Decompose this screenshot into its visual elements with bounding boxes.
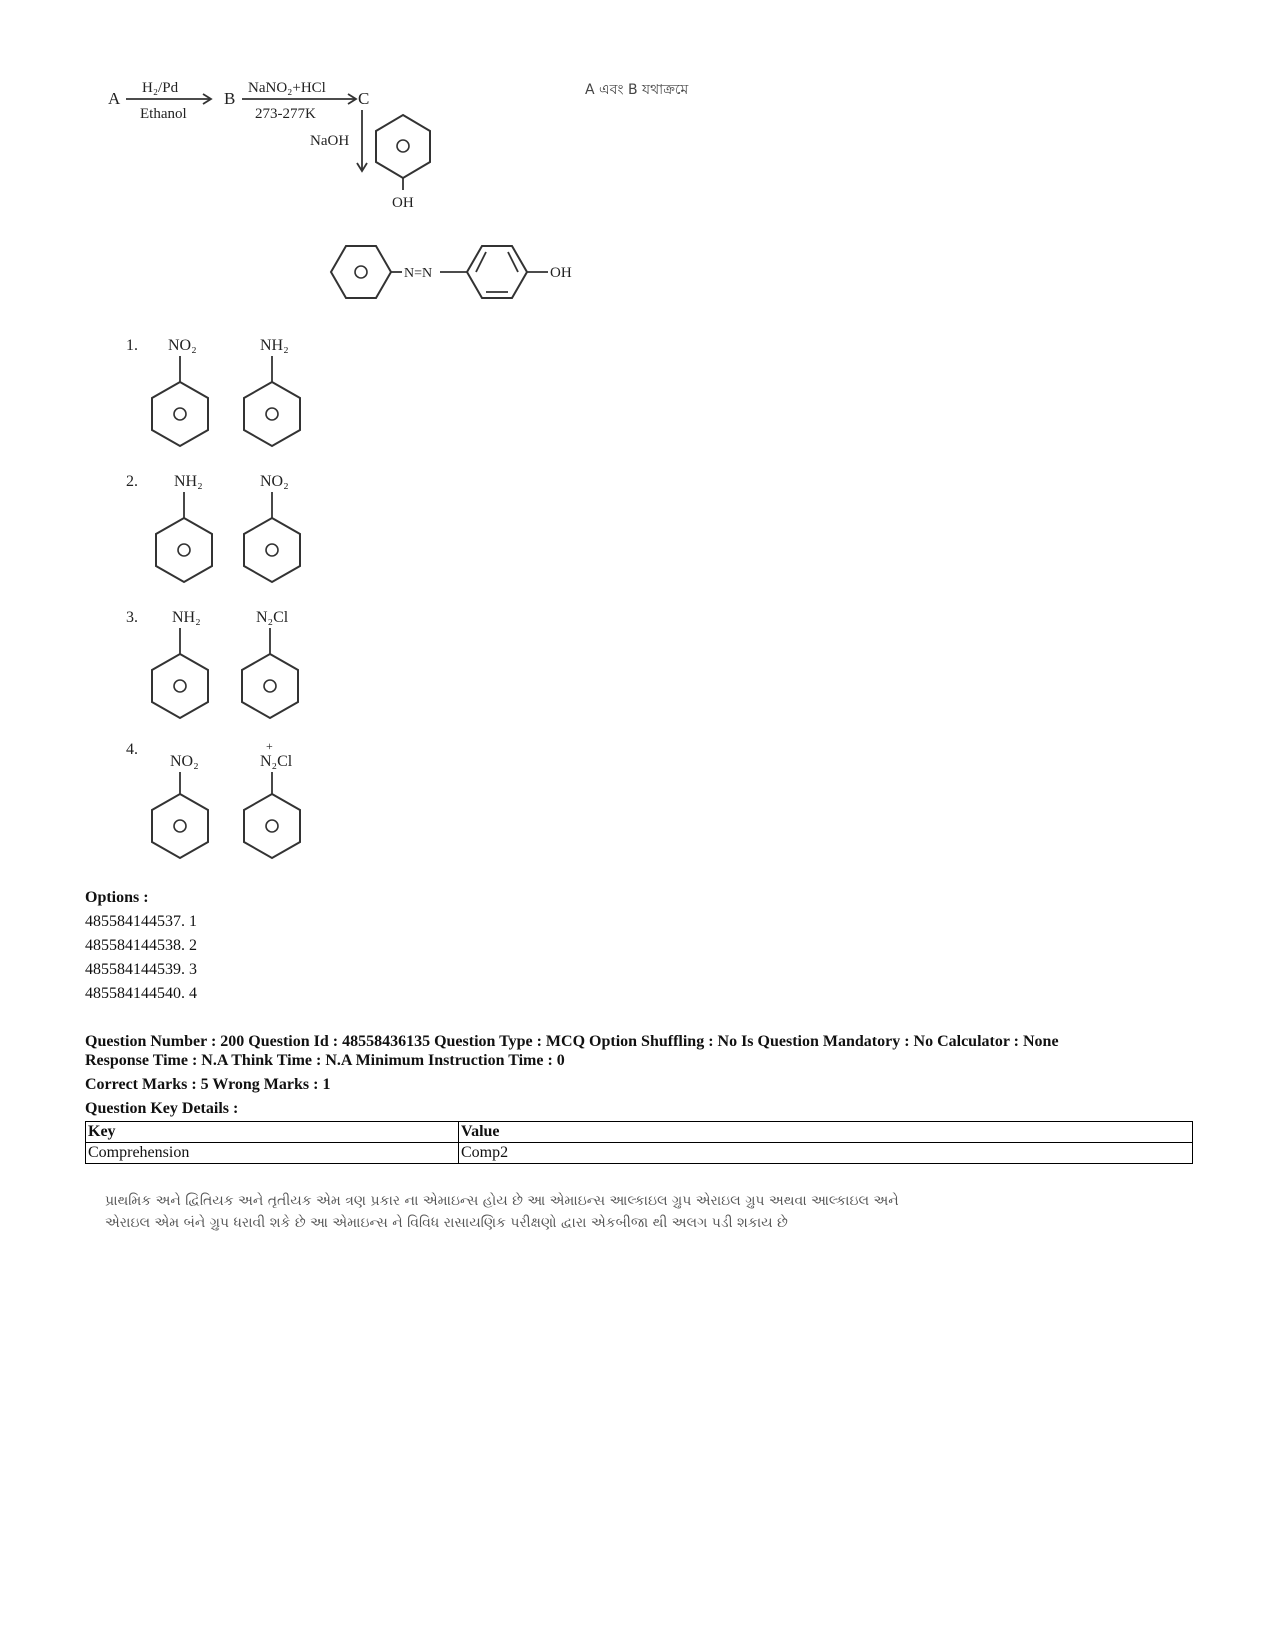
passage-line-1: પ્રાથમિક અને દ્વિતિયક અને તૃતીયક એમ ત્રણ પ્રકાર ના એમાઇન્સ હોય છે આ એમાઇન્સ આલ્કાઇલ ગ્રુપ એરાઇલ ગ્રુપ અથવા આલ્કાઇલ અને — [105, 1193, 899, 1209]
choice-4-number: 4. — [126, 741, 138, 758]
azo-link-label: N=N — [404, 266, 433, 281]
intermediate-b-label: B — [224, 89, 236, 108]
table-cell-key: Comprehension — [86, 1143, 459, 1164]
reagent1-top: H₂/Pd — [142, 80, 179, 96]
choice-2-number: 2. — [126, 473, 138, 490]
choice-4 — [126, 739, 300, 858]
choice-4-right-group: N₂Cl — [260, 753, 293, 770]
benzene-ring-icon — [244, 356, 300, 446]
reagent1-bottom: Ethanol — [140, 106, 187, 122]
choice-2 — [126, 473, 300, 582]
choice-2-left-group: NH₂ — [174, 473, 203, 490]
benzene-ring-icon — [244, 492, 300, 582]
options-block — [85, 886, 197, 1006]
comprehension-passage — [105, 1190, 945, 1234]
choice-3-left-group: NH₂ — [172, 609, 201, 626]
table-header-key: Key — [86, 1122, 459, 1143]
choice-1-left-group: NO₂ — [168, 337, 197, 354]
key-details-heading: Question Key Details : — [85, 1100, 239, 1117]
question-meta-line2: Response Time : N.A Think Time : N.A Minimum Instruction Time : 0 — [85, 1052, 565, 1069]
azo-left-ring-icon — [331, 246, 402, 298]
benzene-ring-icon — [152, 772, 208, 858]
svg-text:+: + — [266, 739, 273, 753]
choice-structures — [120, 330, 340, 870]
choice-3-right-group: N₂Cl — [256, 609, 289, 626]
reaction-scheme — [100, 70, 620, 330]
choice-3-number: 3. — [126, 609, 138, 626]
choice-1-number: 1. — [126, 337, 138, 354]
phenol-oh-label: OH — [392, 195, 414, 211]
option-item[interactable]: 485584144538. 2 — [85, 937, 197, 954]
product-c-label: C — [358, 89, 370, 108]
choice-3 — [126, 609, 298, 718]
benzene-ring-icon — [242, 628, 298, 718]
reactant-a-label: A — [108, 89, 121, 108]
table-header-row — [86, 1122, 1193, 1143]
benzene-ring-icon — [376, 115, 430, 190]
benzene-ring-icon — [152, 356, 208, 446]
choice-2-right-group: NO₂ — [260, 473, 289, 490]
option-item[interactable]: 485584144537. 1 — [85, 913, 197, 930]
question-meta — [85, 1032, 1195, 1118]
key-details-table — [85, 1121, 1193, 1164]
question-meta-line1: Question Number : 200 Question Id : 48558436135 Question Type : MCQ Option Shuffling : No Is Question Mandatory : No Calculator : None — [85, 1033, 1059, 1050]
benzene-ring-icon — [244, 772, 300, 858]
marks-line: Correct Marks : 5 Wrong Marks : 1 — [85, 1076, 331, 1093]
choice-4-left-group: NO₂ — [170, 753, 199, 770]
options-heading: Options : — [85, 889, 149, 906]
table-header-value: Value — [459, 1122, 1193, 1143]
table-row — [86, 1143, 1193, 1164]
naoh-label: NaOH — [310, 133, 350, 149]
question-text: A এবং B যথাক্রমে — [585, 82, 689, 98]
azo-right-ring-icon — [467, 246, 548, 298]
option-item[interactable]: 485584144540. 4 — [85, 985, 197, 1002]
benzene-ring-icon — [152, 628, 208, 718]
table-cell-value: Comp2 — [459, 1143, 1193, 1164]
choice-1-right-group: NH₂ — [260, 337, 289, 354]
azo-oh-label: OH — [550, 265, 572, 281]
benzene-ring-icon — [156, 492, 212, 582]
option-item[interactable]: 485584144539. 3 — [85, 961, 197, 978]
passage-line-2: એરાઇલ એમ બંને ગ્રુપ ધરાવી શકે છે આ એમાઇન્સ ને વિવિધ રાસાયણિક પરીક્ષણો દ્વારા એકબીજા થી અલગ પડી શકાય છે — [105, 1215, 788, 1231]
reagent2-top: NaNO₂+HCl — [248, 80, 326, 96]
choice-1 — [126, 337, 300, 446]
reagent2-bottom: 273-277K — [255, 106, 316, 122]
